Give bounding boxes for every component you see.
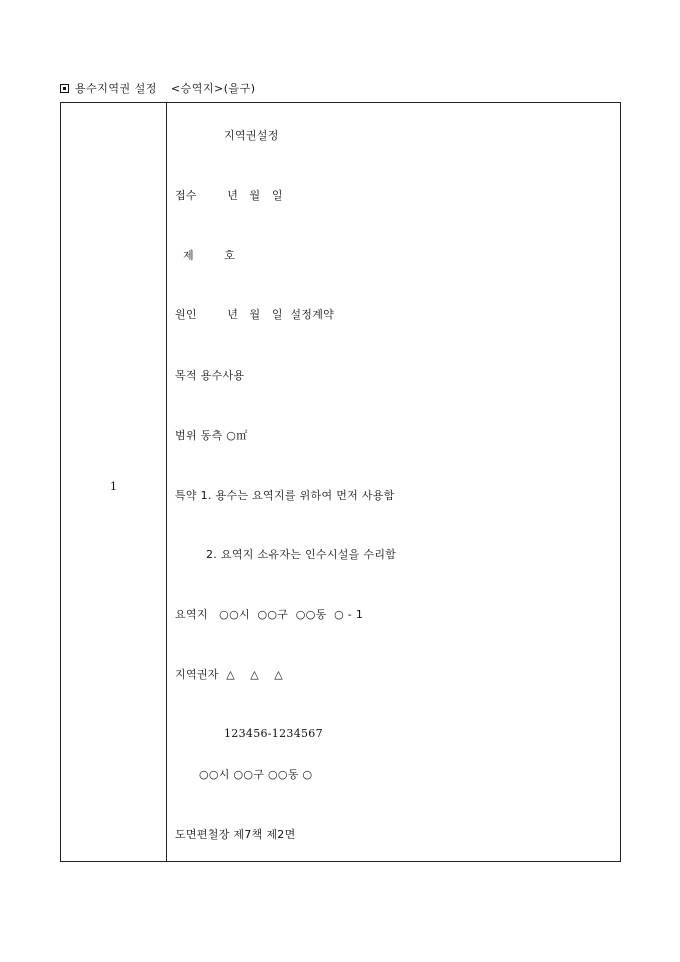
entry-special-2: 2. 요역지 소유자는 인수시설을 수리함 [206, 548, 397, 561]
entry-number: 제 호 [183, 249, 236, 262]
entry-special-1: 특약 1. 용수는 요역지를 위하여 먼저 사용함 [175, 489, 395, 502]
entry-drawing-ref: 도면편철장 제7책 제2면 [175, 828, 296, 841]
registry-table [60, 102, 621, 862]
section-heading [60, 81, 256, 95]
entry-purpose: 목적 용수사용 [175, 369, 245, 382]
rank-number: 1 [110, 480, 117, 493]
entry-address: ○○시 ○○구 ○○동 ○ [199, 768, 313, 781]
entry-title: 지역권설정 [224, 129, 279, 142]
entry-cause: 원인 년 월 일 설정계약 [175, 308, 335, 321]
entry-id-number: 123456-1234567 [224, 727, 323, 740]
entry-receipt: 접수 년 월 일 [175, 189, 283, 202]
column-divider [166, 103, 167, 861]
entry-dominant-land: 요역지 ○○시 ○○구 ○○동 ○ - 1 [175, 608, 364, 621]
square-bullet-icon [60, 84, 69, 93]
entry-right-holder: 지역권자 △ △ △ [175, 668, 283, 681]
heading-title: 용수지역권 설정 [75, 82, 157, 95]
heading-subtitle: <승역지>(을구) [170, 82, 256, 95]
entry-scope: 범위 동측 ○㎡ [175, 429, 248, 442]
